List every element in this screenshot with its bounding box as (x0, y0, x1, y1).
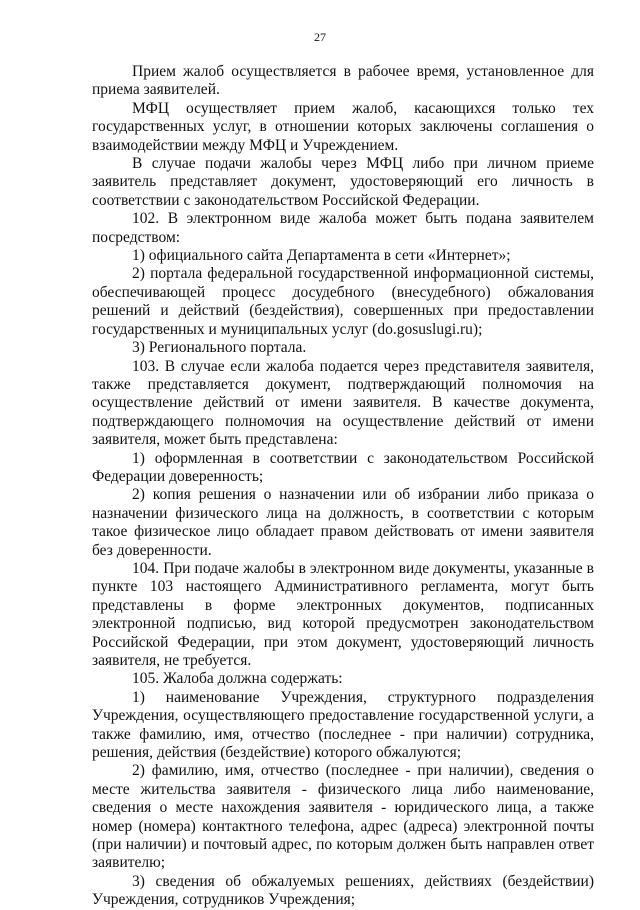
paragraph-105-item-2: 2) фамилию, имя, отчество (последнее - при наличии), сведения о месте жительства заявителя - физического лица либо наименование, сведения о месте нахождения заявителя - юридического лица, а также номер (номера) контактного телефона, адрес (адреса) электронной почты (при наличии) и почтовый адрес, по которым должен быть направлен ответ заявителю; (92, 762, 594, 872)
paragraph-104: 104. При подаче жалобы в электронном виде документы, указанные в пункте 103 настоящего Административного регламента, могут быть представлены в форме электронных документов, подписанных электронной подписью, вид которой предусмотрен законодательством Российской Федерации, при этом документ, удостоверяющий личность заявителя, не требуется. (92, 559, 594, 669)
paragraph-mfc-reception: МФЦ осуществляет прием жалоб, касающихся только тех государственных услуг, в отношении которых заключены соглашения о взаимодействии между МФЦ и Учреждением. (92, 99, 594, 154)
paragraph-103-item-2: 2) копия решения о назначении или об избрании либо приказа о назначении физического лица на должность, в соответствии с которым такое физическое лицо обладает правом действовать от имени заявителя без доверенности. (92, 486, 594, 559)
paragraph-102-item-1: 1) официального сайта Департамента в сети «Интернет»; (132, 247, 511, 265)
paragraph-102-item-2: 2) портала федеральной государственной информационной системы, обеспечивающей процесс досудебного (внесудебного) обжалования решений и действий (бездействия), совершенных при предоставлении государственных и муниципальных услуг (do.gosuslugi.ru); (92, 265, 594, 338)
paragraph-identity-document: В случае подачи жалобы через МФЦ либо при личном приеме заявитель представляет документ, удостоверяющий его личность в соответствии с законодательством Российской Федерации. (92, 155, 594, 209)
page-number: 27 (314, 30, 326, 44)
paragraph-103: 103. В случае если жалоба подается через представителя заявителя, также представляется документ, подтверждающий полномочия на осуществление действий от имени заявителя. В качестве документа, подтверждающего полномочия на осуществление действий от имени заявителя, может быть представлена: (92, 357, 594, 449)
paragraph-103-item-1: 1) оформленная в соответствии с законодательством Российской Федерации доверенность; (92, 449, 594, 485)
paragraph-102-item-3: 3) Регионального портала. (132, 339, 307, 357)
document-body (92, 63, 594, 910)
paragraph-105-item-3: 3) сведения об обжалуемых решениях, действиях (бездействии) Учреждения, сотрудников Учреждения; (92, 872, 594, 909)
paragraph-105: 105. Жалоба должна содержать: (132, 670, 343, 688)
paragraph-reception-hours: Прием жалоб осуществляется в рабочее время, установленное для приема заявителей. (92, 63, 594, 99)
paragraph-105-item-1: 1) наименование Учреждения, структурного подразделения Учреждения, осуществляющего предоставление государственной услуги, а также фамилию, имя, отчество (последнее - при наличии) сотрудника, решения, действия (бездействие) которого обжалуются; (92, 688, 594, 762)
paragraph-102: 102. В электронном виде жалоба может быть подана заявителем посредством: (92, 210, 594, 246)
